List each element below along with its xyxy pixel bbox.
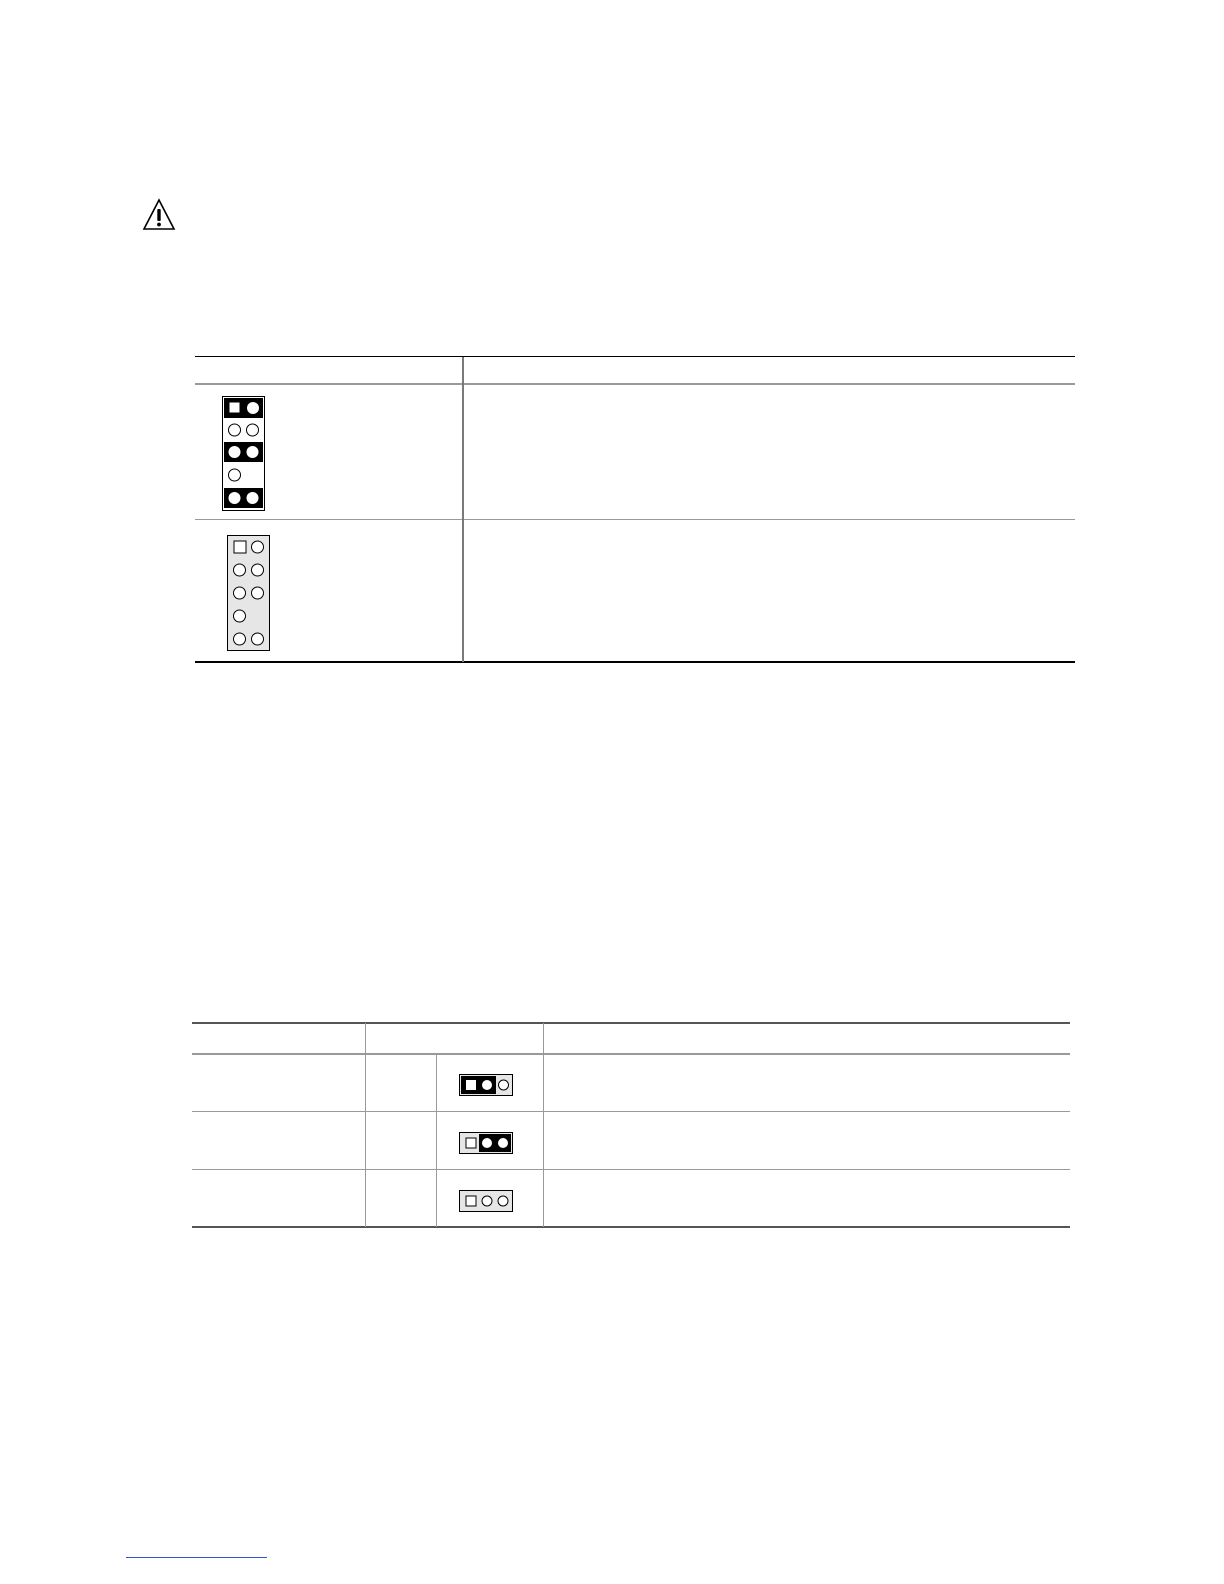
table-1-top-rule — [195, 356, 1075, 357]
table-1-header-rule — [195, 383, 1075, 385]
table-2-top-rule — [192, 1022, 1070, 1024]
table-2-column-divider-2 — [436, 1054, 437, 1227]
table-2-row-divider-2 — [192, 1169, 1070, 1170]
table-2-header-rule — [192, 1053, 1070, 1055]
table-1-bottom-rule — [195, 661, 1075, 663]
table-1-row-divider — [195, 519, 1075, 520]
table-2-bottom-rule — [192, 1226, 1070, 1228]
jumper-header-installed — [222, 396, 265, 511]
jumper-none — [459, 1190, 513, 1212]
table-2-column-divider-3 — [543, 1023, 544, 1227]
table-1-column-divider — [462, 357, 464, 662]
table-2-column-divider-1 — [365, 1023, 366, 1227]
jumper-pins-1-2 — [459, 1074, 513, 1096]
caution-icon — [142, 198, 176, 232]
jumper-pins-2-3 — [459, 1132, 513, 1154]
table-2-row-divider-1 — [192, 1111, 1070, 1112]
jumper-header-open — [227, 535, 270, 651]
footer-link[interactable] — [126, 1557, 267, 1558]
